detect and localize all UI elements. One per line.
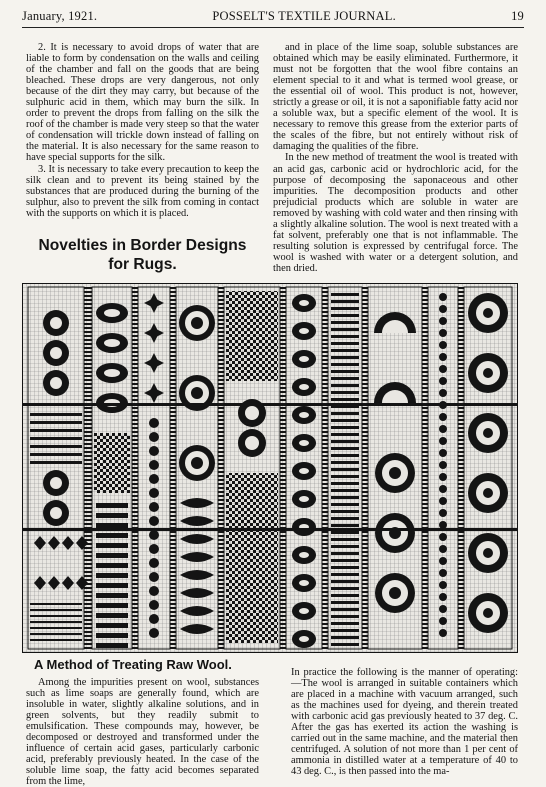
left-column-bottom: [26, 677, 259, 787]
article-headline: Novelties in Border Designs for Rugs.: [38, 237, 247, 273]
border-designs-plate: [22, 283, 518, 653]
paragraph: 3. It is necessary to take every precaution to keep the silk clean and to prevent its being stained by the substances that are produced during the burning of the sulphur, also to prevent the silk from coming in contact with the supports on which it is placed.: [26, 163, 259, 219]
section-headline: A Method of Treating Raw Wool.: [34, 657, 232, 672]
issue-date: January, 1921.: [22, 9, 98, 23]
header-rule: [22, 27, 524, 28]
paragraph: and in place of the lime soap, soluble substances are obtained which may be easily eliminated. Furthermore, it must not be forgotten that the wool fibre contains an element special to it and what is termed wool grease, or the essential oil of wool. This product is not, however, strictly a grease or oil, it is not a saponifiable fatty acid nor a soluble wax, but a specific element of the wool. It is necessary to remove this grease from the exterior parts of the scales of the fibre, but not entirely without risk of damaging the qualities of the fibre.: [273, 42, 518, 153]
border-designs-illustration: [22, 283, 518, 653]
paragraph: 2. It is necessary to avoid drops of water that are liable to form by condensation on the walls and ceiling of the chamber and fall on the goods that are being bleached. These drops are very dangerous, not only because of the dirt they may carry, but because of the sulphuric acid in them, which may burn the silk. In order to prevent the drops from falling on the silk the roof of the chamber is made very steep so that the water of condensation will trickle down instead of falling on the material. It is also necessary for the same reason to have special supports for the silk.: [26, 42, 259, 164]
paragraph: In the new method of treatment the wool is treated with an acid gas, carbonic acid or hydrochloric acid, for the purpose of decomposing the saponaceous and other impurities. The decomposition products and other prejudicial products which are soluble in water are removed by washing with cold water and then rinsing with a slightly alkaline solution. The wool is next treated with a fat solvent, preferably one that is not inflammable. The resulting solution is expressed by centrifugal force. The wool is washed with water or a detergent solution, and then dried.: [273, 152, 518, 274]
right-column-top: [273, 42, 518, 274]
running-header: [22, 9, 524, 25]
left-column-top: [26, 42, 259, 219]
journal-title: POSSELT'S TEXTILE JOURNAL.: [212, 9, 396, 23]
page-number: 19: [511, 9, 524, 23]
right-column-bottom: [291, 667, 518, 777]
paragraph: Among the impurities present on wool, substances such as lime soaps are generally found, which are insoluble in water, slightly alkaline solutions, and in green solvents, but they readily submit to emulsification. These compounds may, however, be decomposed or destroyed and transformed under the influence of certain acid gases, particularly carbonic acid, preferably previously heated. In the case of the soluble lime soap, the fatty acid becomes separated from the lime,: [26, 677, 259, 787]
paragraph: In practice the following is the manner of operating:—The wool is arranged in suitable containers which are placed in a machine with vacuum arranged, such as the machines used for dyeing, and therein treated with carbonic acid gas previously heated to 37 deg. C. After the gas has exerted its action the washing is carried out in the same machine, and the material then centrifuged. A solution of not more than 1 per cent of ammonia in distilled water at a temperature of 40 to 43 deg. C., is then passed into the ma-: [291, 667, 518, 778]
